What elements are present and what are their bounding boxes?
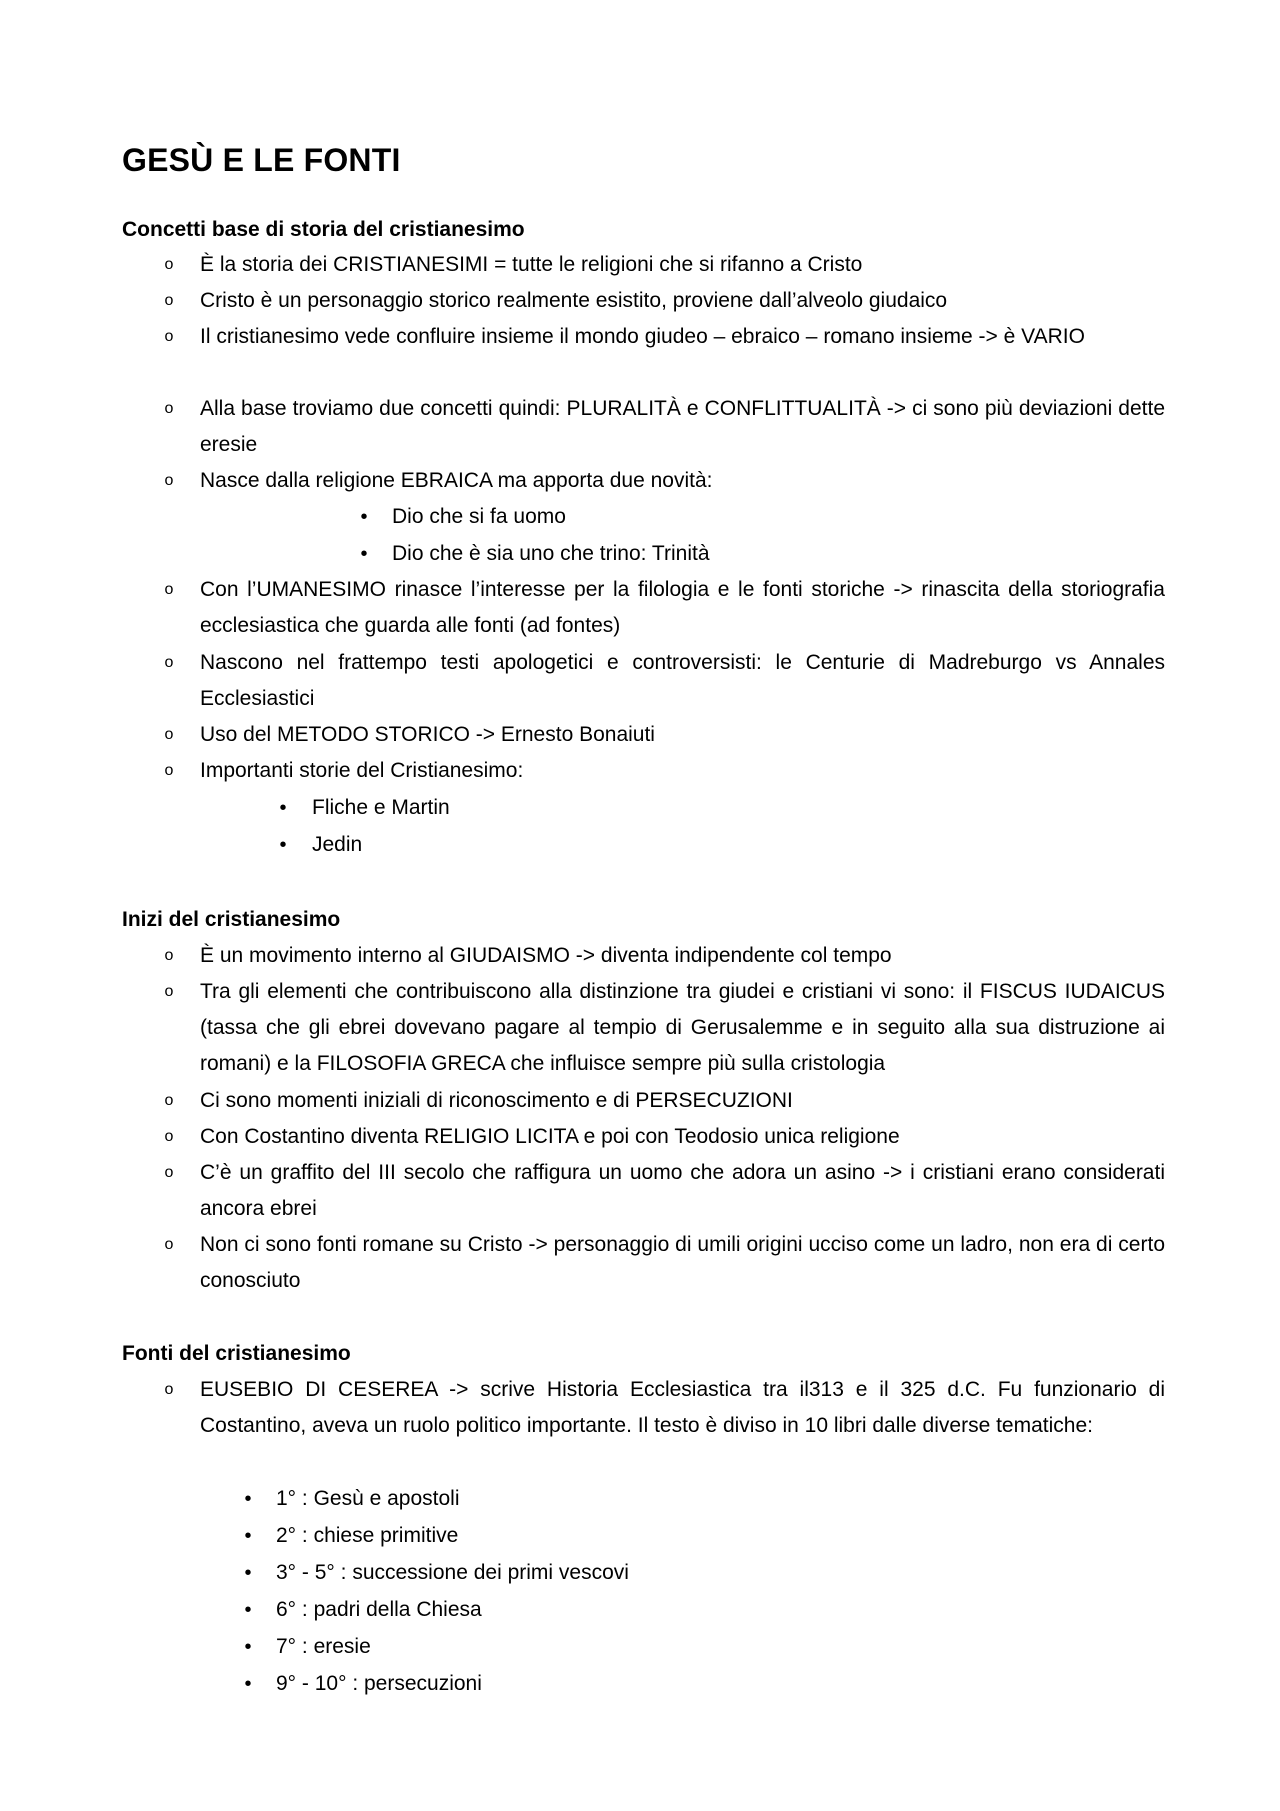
- list-item: Alla base troviamo due concetti quindi: PLURALITÀ e CONFLITTUALITÀ -> ci sono più deviazioni dette eresie: [200, 397, 1165, 456]
- bullet-marker: •: [244, 1673, 252, 1695]
- sub-list-item: Dio che si fa uomo: [392, 505, 566, 528]
- list-item: Il cristianesimo vede confluire insieme il mondo giudeo – ebraico – romano insieme -> è VARIO: [200, 325, 1085, 348]
- sub-list-item: Fliche e Martin: [312, 796, 450, 819]
- sub-list-item: Jedin: [312, 833, 363, 856]
- sub-list-item: 2° : chiese primitive: [276, 1524, 459, 1547]
- list-item: È la storia dei CRISTIANESIMI = tutte le religioni che si rifanno a Cristo: [200, 253, 863, 276]
- list-item: EUSEBIO DI CESEREA -> scrive Historia Ecclesiastica tra il313 e il 325 d.C. Fu funzionario di Costantino, aveva un ruolo politico importante. Il testo è diviso in 10 libri dalle diverse tematiche:: [200, 1378, 1165, 1437]
- list-marker: o: [164, 1092, 174, 1109]
- section-heading-concetti-base: Concetti base di storia del cristianesimo: [122, 218, 525, 241]
- bullet-marker: •: [279, 834, 287, 856]
- bullet-marker: •: [244, 1599, 252, 1621]
- list-marker: o: [164, 581, 174, 598]
- list-item: Tra gli elementi che contribuiscono alla distinzione tra giudei e cristiani vi sono: il FISCUS IUDAICUS (tassa che gli ebrei dovevano pagare al tempio di Gerusalemme e in seguito alla sua distruzione ai romani) e la FILOSOFIA GRECA che influisce sempre più sulla cristologia: [200, 980, 1165, 1075]
- list-marker: o: [164, 1381, 174, 1398]
- sub-list-item: Dio che è sia uno che trino: Trinità: [392, 542, 710, 565]
- section-heading-inizi: Inizi del cristianesimo: [122, 908, 341, 931]
- list-marker: o: [164, 472, 174, 489]
- bullet-marker: •: [244, 1636, 252, 1658]
- bullet-marker: •: [279, 797, 287, 819]
- section-heading-fonti: Fonti del cristianesimo: [122, 1342, 351, 1365]
- list-marker: o: [164, 762, 174, 779]
- list-marker: o: [164, 328, 174, 345]
- bullet-marker: •: [244, 1562, 252, 1584]
- sub-list-item: 9° - 10° : persecuzioni: [276, 1672, 482, 1695]
- bullet-marker: •: [244, 1525, 252, 1547]
- list-item: Uso del METODO STORICO -> Ernesto Bonaiuti: [200, 723, 655, 746]
- list-marker: o: [164, 654, 174, 671]
- bullet-marker: •: [360, 506, 368, 528]
- page-title: GESÙ E LE FONTI: [122, 142, 401, 178]
- list-marker: o: [164, 726, 174, 743]
- list-item: Ci sono momenti iniziali di riconoscimento e di PERSECUZIONI: [200, 1089, 793, 1112]
- list-marker: o: [164, 400, 174, 417]
- list-marker: o: [164, 1164, 174, 1181]
- bullet-marker: •: [244, 1488, 252, 1510]
- sub-list-item: 1° : Gesù e apostoli: [276, 1487, 460, 1510]
- sub-list-item: 3° - 5° : successione dei primi vescovi: [276, 1561, 629, 1584]
- list-item: Nascono nel frattempo testi apologetici e controversisti: le Centurie di Madreburgo vs Annales Ecclesiastici: [200, 651, 1165, 710]
- list-marker: o: [164, 292, 174, 309]
- list-item: Cristo è un personaggio storico realmente esistito, proviene dall’alveolo giudaico: [200, 289, 948, 312]
- list-marker: o: [164, 947, 174, 964]
- sub-list-item: 7° : eresie: [276, 1635, 371, 1658]
- list-item: Importanti storie del Cristianesimo:: [200, 759, 524, 782]
- list-marker: o: [164, 256, 174, 273]
- list-marker: o: [164, 983, 174, 1000]
- list-item: Con Costantino diventa RELIGIO LICITA e poi con Teodosio unica religione: [200, 1125, 900, 1148]
- list-item: Nasce dalla religione EBRAICA ma apporta due novità:: [200, 469, 713, 492]
- bullet-marker: •: [360, 543, 368, 565]
- list-marker: o: [164, 1236, 174, 1253]
- list-item: C’è un graffito del III secolo che raffigura un uomo che adora un asino -> i cristiani erano considerati ancora ebrei: [200, 1161, 1165, 1220]
- list-item: È un movimento interno al GIUDAISMO -> diventa indipendente col tempo: [200, 944, 892, 967]
- list-item: Con l’UMANESIMO rinasce l’interesse per la filologia e le fonti storiche -> rinascita della storiografia ecclesiastica che guarda alle fonti (ad fontes): [200, 578, 1165, 637]
- list-item: Non ci sono fonti romane su Cristo -> personaggio di umili origini ucciso come un ladro, non era di certo conosciuto: [200, 1233, 1165, 1292]
- sub-list-item: 6° : padri della Chiesa: [276, 1598, 482, 1621]
- list-marker: o: [164, 1128, 174, 1145]
